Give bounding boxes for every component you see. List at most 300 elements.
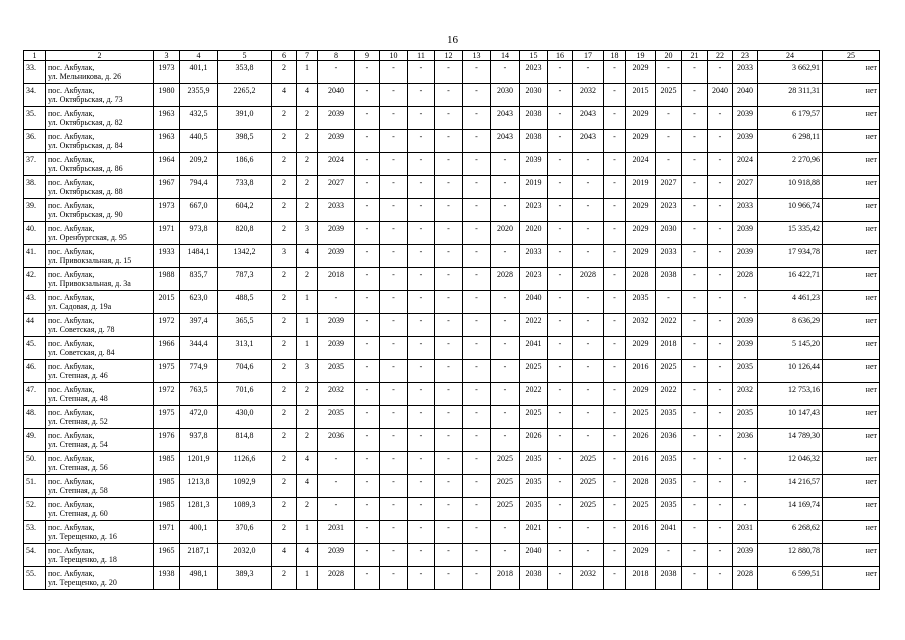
column-number-cell: 7 bbox=[297, 51, 318, 61]
table-cell: - bbox=[548, 84, 573, 107]
table-row bbox=[24, 222, 880, 245]
table-cell: 3 bbox=[297, 360, 318, 383]
table-cell: - bbox=[682, 130, 708, 153]
table-cell: - bbox=[491, 176, 520, 199]
table-cell: 398,5 bbox=[218, 130, 272, 153]
table-cell: 52. bbox=[24, 498, 46, 521]
table-cell: - bbox=[355, 245, 380, 268]
table-cell: 2 bbox=[272, 429, 297, 452]
table-cell: 2035 bbox=[520, 498, 548, 521]
table-cell: - bbox=[463, 291, 491, 314]
table-cell: - bbox=[380, 130, 408, 153]
table-cell: 40. bbox=[24, 222, 46, 245]
table-cell: - bbox=[604, 245, 626, 268]
table-cell: 1967 bbox=[154, 176, 180, 199]
column-number-cell: 5 bbox=[218, 51, 272, 61]
table-cell: 2028 bbox=[626, 268, 656, 291]
table-cell: 1966 bbox=[154, 337, 180, 360]
column-number-header-row bbox=[24, 51, 880, 61]
table-cell: 2043 bbox=[573, 107, 604, 130]
table-cell: - bbox=[708, 360, 733, 383]
table-cell: 2 bbox=[272, 521, 297, 544]
table-cell: 1975 bbox=[154, 360, 180, 383]
table-cell: 1988 bbox=[154, 268, 180, 291]
table-cell: - bbox=[463, 61, 491, 84]
table-cell: - bbox=[380, 61, 408, 84]
table-cell: - bbox=[573, 153, 604, 176]
table-cell: - bbox=[491, 360, 520, 383]
table-cell: 2 bbox=[272, 360, 297, 383]
table-cell: 1342,2 bbox=[218, 245, 272, 268]
table-cell: - bbox=[708, 268, 733, 291]
table-cell: - bbox=[408, 291, 435, 314]
table-cell: 2032 bbox=[573, 84, 604, 107]
table-cell: нет bbox=[823, 291, 880, 314]
table-cell: - bbox=[604, 429, 626, 452]
table-cell: 2018 bbox=[318, 268, 355, 291]
table-cell: 1975 bbox=[154, 406, 180, 429]
column-number-cell: 3 bbox=[154, 51, 180, 61]
table-cell: - bbox=[682, 498, 708, 521]
table-cell: - bbox=[573, 429, 604, 452]
table-cell: - bbox=[548, 107, 573, 130]
table-cell: 498,1 bbox=[180, 567, 218, 590]
table-cell: - bbox=[318, 291, 355, 314]
table-cell: - bbox=[604, 199, 626, 222]
table-cell: - bbox=[708, 406, 733, 429]
column-number-cell: 25 bbox=[823, 51, 880, 61]
table-cell: 1938 bbox=[154, 567, 180, 590]
table-cell: 2019 bbox=[520, 176, 548, 199]
column-number-cell: 22 bbox=[708, 51, 733, 61]
table-cell: 14 169,74 bbox=[758, 498, 823, 521]
table-cell: 2025 bbox=[656, 360, 682, 383]
table-cell: 2038 bbox=[656, 567, 682, 590]
table-cell: 2028 bbox=[491, 268, 520, 291]
table-cell: 2 bbox=[272, 498, 297, 521]
table-cell: - bbox=[435, 291, 463, 314]
address-cell: пос. Акбулак, ул. Привокзальная, д. 3а bbox=[46, 268, 154, 291]
table-cell: - bbox=[408, 337, 435, 360]
table-cell: 488,5 bbox=[218, 291, 272, 314]
table-cell: - bbox=[355, 268, 380, 291]
table-cell: 2027 bbox=[318, 176, 355, 199]
table-cell: 2040 bbox=[520, 291, 548, 314]
table-cell: - bbox=[682, 383, 708, 406]
table-cell: нет bbox=[823, 567, 880, 590]
table-cell: - bbox=[463, 383, 491, 406]
column-number-cell: 12 bbox=[435, 51, 463, 61]
table-cell: - bbox=[708, 176, 733, 199]
table-cell: 2029 bbox=[626, 61, 656, 84]
table-cell: 1963 bbox=[154, 130, 180, 153]
table-cell: - bbox=[604, 314, 626, 337]
table-cell: 2015 bbox=[626, 84, 656, 107]
table-cell: - bbox=[708, 383, 733, 406]
table-cell: 4 bbox=[272, 84, 297, 107]
table-cell: - bbox=[463, 498, 491, 521]
table-cell: - bbox=[548, 176, 573, 199]
table-cell: 1201,9 bbox=[180, 452, 218, 475]
table-cell: - bbox=[380, 452, 408, 475]
table-cell: - bbox=[463, 199, 491, 222]
table-cell: 1972 bbox=[154, 314, 180, 337]
table-cell: - bbox=[355, 84, 380, 107]
table-cell: - bbox=[435, 429, 463, 452]
table-cell: - bbox=[463, 452, 491, 475]
table-cell: 440,5 bbox=[180, 130, 218, 153]
table-cell: 2028 bbox=[626, 475, 656, 498]
address-cell: пос. Акбулак, ул. Привокзальная, д. 15 bbox=[46, 245, 154, 268]
table-cell: - bbox=[463, 245, 491, 268]
table-cell: - bbox=[682, 61, 708, 84]
table-cell: 1964 bbox=[154, 153, 180, 176]
table-cell: 2025 bbox=[626, 406, 656, 429]
table-cell: 667,0 bbox=[180, 199, 218, 222]
table-cell: 1963 bbox=[154, 107, 180, 130]
table-cell: 2027 bbox=[656, 176, 682, 199]
table-cell: 5 145,20 bbox=[758, 337, 823, 360]
table-cell: 2 bbox=[297, 498, 318, 521]
table-cell: нет bbox=[823, 383, 880, 406]
table-row bbox=[24, 107, 880, 130]
table-cell: - bbox=[380, 544, 408, 567]
table-cell: 49. bbox=[24, 429, 46, 452]
table-cell: - bbox=[682, 521, 708, 544]
table-cell: - bbox=[604, 130, 626, 153]
table-cell: - bbox=[380, 268, 408, 291]
table-cell: - bbox=[604, 383, 626, 406]
table-cell: 6 179,57 bbox=[758, 107, 823, 130]
table-cell: 1973 bbox=[154, 199, 180, 222]
table-cell: - bbox=[355, 153, 380, 176]
table-cell: - bbox=[573, 222, 604, 245]
table-cell: - bbox=[435, 199, 463, 222]
table-cell: - bbox=[548, 544, 573, 567]
table-cell: - bbox=[733, 498, 758, 521]
table-cell: 472,0 bbox=[180, 406, 218, 429]
table-cell: - bbox=[491, 199, 520, 222]
table-cell: - bbox=[380, 199, 408, 222]
table-cell: - bbox=[355, 521, 380, 544]
table-cell: - bbox=[708, 544, 733, 567]
table-cell: 2033 bbox=[733, 61, 758, 84]
table-cell: 12 046,32 bbox=[758, 452, 823, 475]
table-cell: 2024 bbox=[733, 153, 758, 176]
table-cell: - bbox=[708, 521, 733, 544]
table-cell: 2041 bbox=[656, 521, 682, 544]
table-cell: - bbox=[682, 314, 708, 337]
address-cell: пос. Акбулак, ул. Степная, д. 52 bbox=[46, 406, 154, 429]
table-cell: - bbox=[318, 452, 355, 475]
table-cell: - bbox=[656, 544, 682, 567]
table-row bbox=[24, 245, 880, 268]
table-cell: - bbox=[708, 130, 733, 153]
table-cell: 34. bbox=[24, 84, 46, 107]
table-cell: 2041 bbox=[520, 337, 548, 360]
table-cell: - bbox=[435, 61, 463, 84]
table-cell: - bbox=[604, 84, 626, 107]
table-cell: - bbox=[656, 291, 682, 314]
table-cell: 1971 bbox=[154, 521, 180, 544]
column-number-cell: 16 bbox=[548, 51, 573, 61]
table-cell: 1092,9 bbox=[218, 475, 272, 498]
table-cell: 2025 bbox=[491, 452, 520, 475]
table-cell: 8 636,29 bbox=[758, 314, 823, 337]
table-cell: 814,8 bbox=[218, 429, 272, 452]
table-cell: 2040 bbox=[733, 84, 758, 107]
table-cell: 1 bbox=[297, 291, 318, 314]
table-row bbox=[24, 452, 880, 475]
table-cell: 6 298,11 bbox=[758, 130, 823, 153]
table-cell: 2 bbox=[297, 130, 318, 153]
address-cell: пос. Акбулак, ул. Октябрьская, д. 88 bbox=[46, 176, 154, 199]
table-cell: 35. bbox=[24, 107, 46, 130]
table-cell: нет bbox=[823, 475, 880, 498]
table-cell: - bbox=[573, 245, 604, 268]
address-cell: пос. Акбулак, ул. Терещенко, д. 18 bbox=[46, 544, 154, 567]
table-cell: 2029 bbox=[626, 107, 656, 130]
table-cell: - bbox=[708, 567, 733, 590]
table-cell: 17 934,78 bbox=[758, 245, 823, 268]
table-cell: 2 bbox=[272, 153, 297, 176]
table-cell: - bbox=[491, 544, 520, 567]
table-cell: - bbox=[463, 176, 491, 199]
table-cell: нет bbox=[823, 61, 880, 84]
table-cell: 365,5 bbox=[218, 314, 272, 337]
table-cell: - bbox=[355, 452, 380, 475]
table-cell: 33. bbox=[24, 61, 46, 84]
table-cell: - bbox=[435, 153, 463, 176]
table-row bbox=[24, 130, 880, 153]
table-cell: - bbox=[573, 544, 604, 567]
table-cell: 4 461,23 bbox=[758, 291, 823, 314]
table-cell: 2355,9 bbox=[180, 84, 218, 107]
table-cell: - bbox=[408, 406, 435, 429]
table-cell: 604,2 bbox=[218, 199, 272, 222]
table-cell: 2 bbox=[272, 268, 297, 291]
table-cell: 55. bbox=[24, 567, 46, 590]
table-cell: - bbox=[708, 153, 733, 176]
table-cell: - bbox=[355, 360, 380, 383]
table-cell: 2 bbox=[272, 314, 297, 337]
address-cell: пос. Акбулак, ул. Терещенко, д. 16 bbox=[46, 521, 154, 544]
table-cell: 43. bbox=[24, 291, 46, 314]
table-row bbox=[24, 61, 880, 84]
table-cell: 389,3 bbox=[218, 567, 272, 590]
table-cell: - bbox=[355, 406, 380, 429]
table-cell: - bbox=[491, 383, 520, 406]
table-cell: 2025 bbox=[520, 406, 548, 429]
table-cell: 1933 bbox=[154, 245, 180, 268]
table-cell: - bbox=[573, 521, 604, 544]
table-cell: - bbox=[682, 199, 708, 222]
table-cell: - bbox=[435, 107, 463, 130]
table-cell: 2043 bbox=[491, 130, 520, 153]
table-cell: 2039 bbox=[733, 245, 758, 268]
table-cell: 1 bbox=[297, 567, 318, 590]
table-cell: - bbox=[408, 498, 435, 521]
table-cell: 2030 bbox=[656, 222, 682, 245]
table-cell: 2016 bbox=[626, 521, 656, 544]
table-cell: - bbox=[408, 61, 435, 84]
table-cell: 2029 bbox=[626, 222, 656, 245]
table-cell: - bbox=[548, 222, 573, 245]
address-cell: пос. Акбулак, ул. Степная, д. 60 bbox=[46, 498, 154, 521]
table-cell: 2016 bbox=[626, 452, 656, 475]
table-cell: 313,1 bbox=[218, 337, 272, 360]
table-cell: - bbox=[491, 153, 520, 176]
table-cell: - bbox=[355, 567, 380, 590]
table-row bbox=[24, 429, 880, 452]
table-cell: 2040 bbox=[708, 84, 733, 107]
table-cell: 344,4 bbox=[180, 337, 218, 360]
table-cell: 10 918,88 bbox=[758, 176, 823, 199]
table-cell: - bbox=[380, 153, 408, 176]
table-cell: - bbox=[355, 222, 380, 245]
table-cell: - bbox=[435, 84, 463, 107]
table-cell: 2 bbox=[272, 107, 297, 130]
table-cell: 44 bbox=[24, 314, 46, 337]
table-cell: - bbox=[408, 268, 435, 291]
table-row bbox=[24, 314, 880, 337]
table-cell: - bbox=[548, 567, 573, 590]
table-cell: - bbox=[548, 383, 573, 406]
table-cell: - bbox=[708, 222, 733, 245]
table-cell: - bbox=[463, 268, 491, 291]
table-cell: - bbox=[355, 475, 380, 498]
table-cell: 2020 bbox=[491, 222, 520, 245]
table-cell: 2020 bbox=[520, 222, 548, 245]
table-cell: 2187,1 bbox=[180, 544, 218, 567]
table-cell: 2036 bbox=[733, 429, 758, 452]
table-cell: - bbox=[463, 475, 491, 498]
table-cell: - bbox=[682, 337, 708, 360]
table-cell: 16 422,71 bbox=[758, 268, 823, 291]
page-number: 16 bbox=[447, 34, 458, 46]
table-cell: нет bbox=[823, 314, 880, 337]
table-cell: - bbox=[380, 521, 408, 544]
table-cell: нет bbox=[823, 360, 880, 383]
table-cell: 2 bbox=[297, 268, 318, 291]
table-cell: - bbox=[435, 176, 463, 199]
table-cell: - bbox=[548, 429, 573, 452]
table-cell: 37. bbox=[24, 153, 46, 176]
table-cell: 2023 bbox=[656, 199, 682, 222]
table-cell: - bbox=[682, 544, 708, 567]
table-cell: 401,1 bbox=[180, 61, 218, 84]
table-cell: 2039 bbox=[733, 544, 758, 567]
table-cell: 2035 bbox=[656, 475, 682, 498]
table-cell: 53. bbox=[24, 521, 46, 544]
table-cell: 15 335,42 bbox=[758, 222, 823, 245]
table-cell: 1965 bbox=[154, 544, 180, 567]
table-cell: нет bbox=[823, 84, 880, 107]
table-cell: - bbox=[708, 429, 733, 452]
table-cell: - bbox=[708, 61, 733, 84]
table-cell: нет bbox=[823, 245, 880, 268]
table-cell: 1 bbox=[297, 314, 318, 337]
table-cell: 1213,8 bbox=[180, 475, 218, 498]
table-row bbox=[24, 153, 880, 176]
table-cell: 2025 bbox=[491, 498, 520, 521]
table-cell: 2038 bbox=[656, 268, 682, 291]
column-number-cell: 11 bbox=[408, 51, 435, 61]
table-cell: 2 bbox=[297, 107, 318, 130]
table-cell: 2031 bbox=[733, 521, 758, 544]
table-cell: - bbox=[491, 314, 520, 337]
table-cell: 2026 bbox=[626, 429, 656, 452]
table-cell: - bbox=[435, 544, 463, 567]
table-cell: 2 bbox=[272, 475, 297, 498]
table-cell: 2025 bbox=[573, 498, 604, 521]
table-cell: - bbox=[318, 61, 355, 84]
table-cell: 2033 bbox=[318, 199, 355, 222]
table-cell: - bbox=[435, 521, 463, 544]
table-cell: 397,4 bbox=[180, 314, 218, 337]
table-cell: - bbox=[463, 222, 491, 245]
table-cell: - bbox=[435, 130, 463, 153]
table-cell: 2 bbox=[272, 406, 297, 429]
table-cell: 2021 bbox=[520, 521, 548, 544]
address-cell: пос. Акбулак, ул. Степная, д. 56 bbox=[46, 452, 154, 475]
table-cell: 2043 bbox=[573, 130, 604, 153]
table-cell: 2 bbox=[297, 153, 318, 176]
table-cell: - bbox=[682, 429, 708, 452]
table-cell: - bbox=[435, 314, 463, 337]
table-cell: 2025 bbox=[656, 84, 682, 107]
table-row bbox=[24, 268, 880, 291]
address-cell: пос. Акбулак, ул. Мельникова, д. 26 bbox=[46, 61, 154, 84]
table-cell: 2 bbox=[272, 383, 297, 406]
table-cell: 2038 bbox=[520, 567, 548, 590]
table-cell: нет bbox=[823, 176, 880, 199]
table-cell: 4 bbox=[297, 544, 318, 567]
table-cell: 2031 bbox=[318, 521, 355, 544]
column-number-cell: 23 bbox=[733, 51, 758, 61]
table-cell: 2025 bbox=[573, 452, 604, 475]
table-cell: 2018 bbox=[626, 567, 656, 590]
table-cell: 787,3 bbox=[218, 268, 272, 291]
table-cell: - bbox=[682, 567, 708, 590]
table-cell: 2 bbox=[297, 199, 318, 222]
table-cell: 2018 bbox=[656, 337, 682, 360]
table-cell: 2 bbox=[272, 61, 297, 84]
address-cell: пос. Акбулак, ул. Степная, д. 58 bbox=[46, 475, 154, 498]
table-cell: - bbox=[491, 245, 520, 268]
table-cell: нет bbox=[823, 521, 880, 544]
table-cell: 820,8 bbox=[218, 222, 272, 245]
table-cell: 2039 bbox=[520, 153, 548, 176]
table-cell: 2030 bbox=[491, 84, 520, 107]
table-cell: 370,6 bbox=[218, 521, 272, 544]
table-cell: - bbox=[573, 337, 604, 360]
table-cell: 2 bbox=[272, 337, 297, 360]
table-cell: 14 789,30 bbox=[758, 429, 823, 452]
table-cell: - bbox=[435, 222, 463, 245]
table-cell: - bbox=[656, 61, 682, 84]
table-cell: 1 bbox=[297, 521, 318, 544]
table-cell: - bbox=[463, 360, 491, 383]
address-cell: пос. Акбулак, ул. Терещенко, д. 20 bbox=[46, 567, 154, 590]
table-cell: - bbox=[604, 291, 626, 314]
table-cell: 4 bbox=[272, 544, 297, 567]
table-cell: - bbox=[708, 314, 733, 337]
table-cell: нет bbox=[823, 199, 880, 222]
table-cell: 2038 bbox=[520, 130, 548, 153]
table-cell: 38. bbox=[24, 176, 46, 199]
table-cell: - bbox=[463, 84, 491, 107]
